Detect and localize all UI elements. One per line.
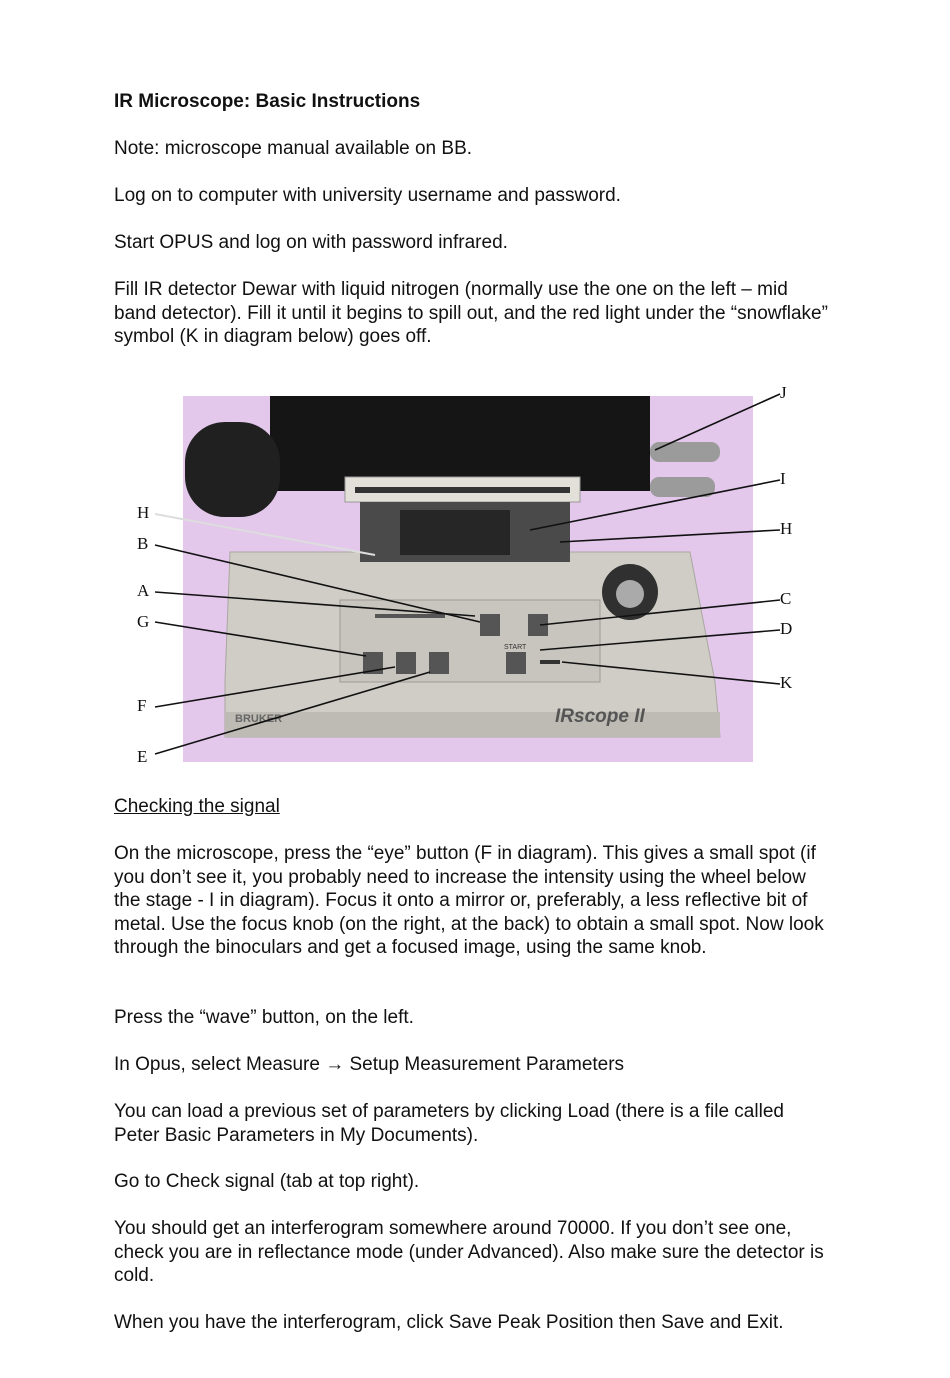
camera-port <box>185 422 280 517</box>
paragraph-eye-button: On the microscope, press the “eye” button (F in diagram). This gives a small spot (if you don’t see it, you probably need to increase the intensity using the wheel below the stage - I in diagram). Focus it onto a mirror or, preferably, a less reflective bit of metal. Use the focus knob (on the right, at the back) to obtain a small spot. Now look through the binoculars and get a focused image, using the same knob. <box>114 843 824 958</box>
paragraph-wave-button: Press the “wave” button, on the left. <box>114 1007 414 1028</box>
label-e: E <box>137 747 148 766</box>
paragraph-opus-measure: In Opus, select Measure → Setup Measurement Parameters <box>114 1054 625 1075</box>
label-f: F <box>137 696 147 715</box>
start-label: START <box>504 644 527 651</box>
label-i: I <box>780 469 786 488</box>
label-c: C <box>780 589 792 608</box>
paragraph-fill-dewar: Fill IR detector Dewar with liquid nitrogen (normally use the one on the left – mid band detector). Fill it until it begins to spill out, and the red light under the “snowflake” symbol (K in diagram below) goes off. <box>114 279 828 347</box>
paragraph-check-signal: Go to Check signal (tab at top right). <box>114 1171 420 1192</box>
focus-knob-upper <box>650 442 720 462</box>
stage-scale <box>355 487 570 493</box>
button-start <box>506 652 526 674</box>
paragraph-start-opus: Start OPUS and log on with password infrared. <box>114 232 508 253</box>
stage-slot <box>400 510 510 555</box>
label-g: G <box>137 612 150 631</box>
button-e <box>429 652 449 674</box>
paragraph-load-parameters: You can load a previous set of parameters by clicking Load (there is a file called Peter Basic Parameters in My Documents). <box>114 1101 784 1146</box>
paragraph-note: Note: microscope manual available on BB. <box>114 138 473 159</box>
document-title: IR Microscope: Basic Instructions <box>114 91 421 112</box>
wheel-cap <box>616 580 644 608</box>
section-heading-checking-signal: Checking the signal <box>114 796 280 817</box>
label-d: D <box>780 619 793 638</box>
microscope-diagram <box>130 382 810 772</box>
label-h-left: H <box>137 503 150 522</box>
focus-knob-lower <box>650 477 715 497</box>
label-h-right: H <box>780 519 793 538</box>
button-b <box>480 614 500 636</box>
label-a: A <box>137 581 150 600</box>
button-f <box>396 652 416 674</box>
paragraph-login: Log on to computer with university username and password. <box>114 185 621 206</box>
label-j: J <box>780 383 787 402</box>
brand-logo-text: IRscope II <box>555 706 645 727</box>
snowflake-light <box>540 660 560 664</box>
paragraph-interferogram: You should get an interferogram somewhere around 70000. If you don’t see one, check you are in reflectance mode (under Advanced). Also make sure the detector is cold. <box>114 1218 824 1286</box>
label-b: B <box>137 534 149 553</box>
maker-logo-text: BRUKER <box>235 713 283 725</box>
label-k: K <box>780 673 793 692</box>
base-front-edge <box>225 712 720 737</box>
paragraph-save-peak: When you have the interferogram, click Save Peak Position then Save and Exit. <box>114 1312 784 1333</box>
led-bar <box>375 614 445 618</box>
